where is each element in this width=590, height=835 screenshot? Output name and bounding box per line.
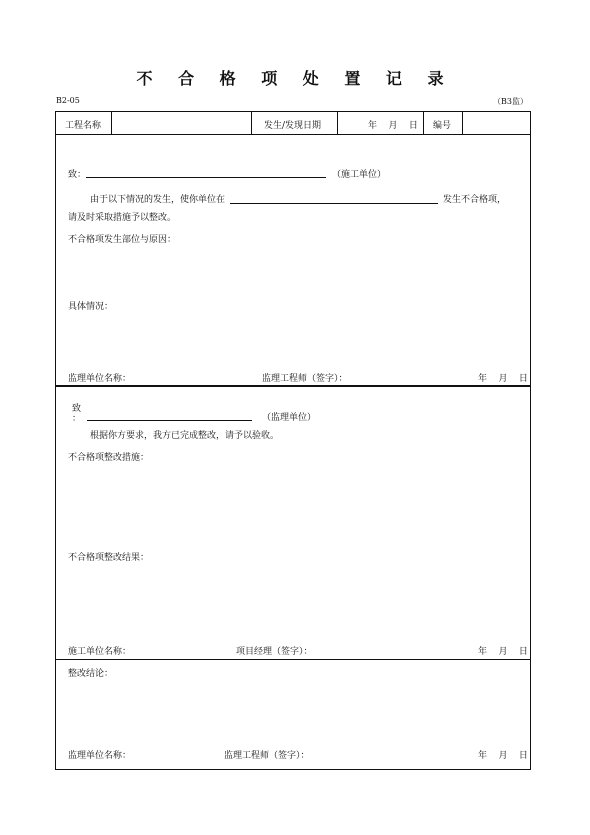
header-divider [111, 111, 112, 135]
project-name-label: 工程名称 [65, 121, 102, 131]
date-label: 发生/发现日期 [264, 121, 322, 131]
section3-sign-date: 年 月 日 [478, 751, 528, 761]
section2-intro: 根据你方要求，我方已完成整改，请予以验收。 [90, 431, 280, 441]
date-value[interactable]: 年 月 日 [368, 121, 418, 131]
location-field[interactable] [230, 203, 438, 204]
section1-to-unit: （施工单位） [332, 170, 387, 180]
conclusion-label: 整改结论： [68, 669, 114, 679]
cause-label: 不合格项发生部位与原因： [68, 235, 177, 245]
section-divider [55, 385, 531, 387]
number-label: 编号 [433, 121, 452, 131]
header-divider [251, 111, 252, 135]
section1-to-label: 致： [68, 170, 87, 180]
section1-intro-part2: 发生不合格项， [443, 195, 507, 205]
section2-to-colon: ： [72, 414, 82, 424]
section1-intro-part1: 由于以下情况的发生，使你单位在 [90, 195, 226, 205]
form-code: B2-05 [56, 96, 80, 105]
section-divider [55, 659, 531, 660]
measures-label: 不合格项整改措施： [68, 453, 150, 463]
section2-sign-date: 年 月 日 [478, 647, 528, 657]
number-field[interactable] [464, 113, 530, 133]
section1-intro-line2: 请及时采取措施予以整改。 [68, 213, 177, 223]
section3-sign-unit: 监理单位名称： [68, 751, 132, 761]
header-divider [462, 111, 463, 135]
header-divider [423, 111, 424, 135]
section1-sign-unit: 监理单位名称： [68, 374, 132, 384]
page-title: 不 合 格 项 处 置 记 录 [136, 69, 454, 88]
section2-sign-unit: 施工单位名称： [68, 647, 132, 657]
section2-sign-person: 项目经理（签字）： [236, 647, 313, 657]
form-type: （B3监） [493, 97, 528, 106]
section1-sign-date: 年 月 日 [478, 374, 528, 384]
section2-to-unit: （监理单位） [262, 413, 317, 423]
project-name-field[interactable] [113, 113, 250, 133]
detail-label: 具体情况： [68, 302, 114, 312]
section2-to-label: 致 [72, 404, 82, 414]
result-label: 不合格项整改结果： [68, 553, 150, 563]
contractor-name-field[interactable] [86, 177, 326, 178]
supervisor-unit-field[interactable] [87, 420, 252, 421]
header-divider [337, 111, 338, 135]
section3-sign-person: 监理工程师（签字）： [224, 751, 310, 761]
section1-sign-person: 监理工程师（签字）： [262, 374, 348, 384]
